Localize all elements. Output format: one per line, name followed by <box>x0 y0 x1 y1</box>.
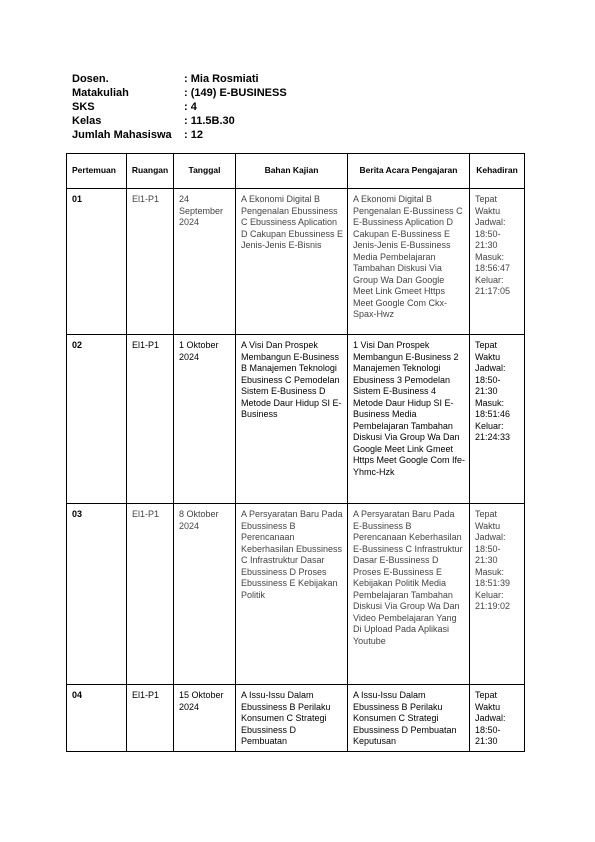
cell-pertemuan: 01 <box>67 189 127 335</box>
lecturer-label: Dosen. <box>72 73 109 85</box>
cell-tanggal: 8 Oktober 2024 <box>174 504 236 685</box>
cell-kehadiran: Tepat Waktu Jadwal: 18:50-21:30 <box>470 685 525 752</box>
cell-kehadiran: Tepat Waktu Jadwal: 18:50-21:30 Masuk: 18:51:46 Keluar: 21:24:33 <box>470 335 525 504</box>
cell-tanggal: 24 September 2024 <box>174 189 236 335</box>
attendance-table <box>66 153 525 752</box>
cell-pertemuan: 02 <box>67 335 127 504</box>
class-label: Kelas <box>72 115 102 127</box>
student-count-row <box>72 128 287 142</box>
course-info <box>72 72 287 142</box>
cell-berita-acara: A Persyaratan Baru Pada E-Bussiness B Perencanaan Keberhasilan E-Bussiness C Infrastruktur Dasar E-Bussiness D Proses E-Bussiness E Kebijakan Politik Media Pembelajaran Tambahan Diskusi Via Group Wa Dan Video Pembelajaran Yang Di Upload Pada Aplikasi Youtube <box>348 504 470 685</box>
lecturer-value: : Mia Rosmiati <box>184 73 259 85</box>
cell-ruangan: El1-P1 <box>127 685 174 752</box>
cell-bahan-kajian: A Visi Dan Prospek Membangun E-Business B Manajemen Teknologi Ebusiness C Pemodelan Sistem E-Business D Metode Daur Hidup SI E-Business <box>236 335 348 504</box>
table-row <box>67 685 525 752</box>
course-label: Matakuliah <box>72 87 129 99</box>
cell-kehadiran: Tepat Waktu Jadwal: 18:50-21:30 Masuk: 18:56:47 Keluar: 21:17:05 <box>470 189 525 335</box>
header-berita-acara: Berita Acara Pengajaran <box>348 154 470 189</box>
course-row <box>72 86 287 100</box>
cell-bahan-kajian: A Issu-Issu Dalam Ebussiness B Perilaku Konsumen C Strategi Ebussiness D Pembuatan <box>236 685 348 752</box>
header-bahan-kajian: Bahan Kajian <box>236 154 348 189</box>
header-kehadiran: Kehadiran <box>470 154 525 189</box>
table-row <box>67 189 525 335</box>
cell-pertemuan: 04 <box>67 685 127 752</box>
lecturer-row <box>72 72 287 86</box>
cell-ruangan: El1-P1 <box>127 189 174 335</box>
table-header-row <box>67 154 525 189</box>
cell-kehadiran: Tepat Waktu Jadwal: 18:50-21:30 Masuk: 18:51:39 Keluar: 21:19:02 <box>470 504 525 685</box>
credits-value: : 4 <box>184 101 197 113</box>
table-row <box>67 504 525 685</box>
cell-berita-acara: 1 Visi Dan Prospek Membangun E-Business 2 Manajemen Teknologi Ebusiness 3 Pemodelan Sistem E-Business 4 Metode Daur Hidup SI E-Business Media Pembelajaran Tambahan Diskusi Via Group Wa Dan Google Meet Link Gmeet Https Meet Google Com Ife-Yhmc-Hzk <box>348 335 470 504</box>
course-value: : (149) E-BUSINESS <box>184 87 287 99</box>
table-row <box>67 335 525 504</box>
credits-label: SKS <box>72 101 95 113</box>
class-row <box>72 114 287 128</box>
header-ruangan: Ruangan <box>127 154 174 189</box>
header-tanggal: Tanggal <box>174 154 236 189</box>
cell-bahan-kajian: A Ekonomi Digital B Pengenalan Ebussiness C Ebussiness Aplication D Cakupan Ebussiness E Jenis-Jenis E-Bisnis <box>236 189 348 335</box>
cell-ruangan: El1-P1 <box>127 504 174 685</box>
student-count-value: : 12 <box>184 129 203 141</box>
cell-ruangan: El1-P1 <box>127 335 174 504</box>
cell-pertemuan: 03 <box>67 504 127 685</box>
cell-tanggal: 15 Oktober 2024 <box>174 685 236 752</box>
header-pertemuan: Pertemuan <box>67 154 127 189</box>
credits-row <box>72 100 287 114</box>
cell-berita-acara: A Issu-Issu Dalam Ebussiness B Perilaku Konsumen C Strategi Ebussiness D Pembuatan Keputusan <box>348 685 470 752</box>
cell-berita-acara: A Ekonomi Digital B Pengenalan E-Bussiness C E-Bussiness Aplication D Cakupan E-Bussiness E Jenis-Jenis E-Bussiness Media Pembelajaran Tambahan Diskusi Via Group Wa Dan Google Meet Link Gmeet Https Meet Google Com Ckx-Spax-Hwz <box>348 189 470 335</box>
cell-tanggal: 1 Oktober 2024 <box>174 335 236 504</box>
class-value: : 11.5B.30 <box>184 115 235 127</box>
student-count-label: Jumlah Mahasiswa <box>72 129 172 141</box>
cell-bahan-kajian: A Persyaratan Baru Pada Ebussiness B Perencanaan Keberhasilan Ebussiness C Infrastruktur Dasar Ebussiness D Proses Ebussiness E Kebijakan Politik <box>236 504 348 685</box>
